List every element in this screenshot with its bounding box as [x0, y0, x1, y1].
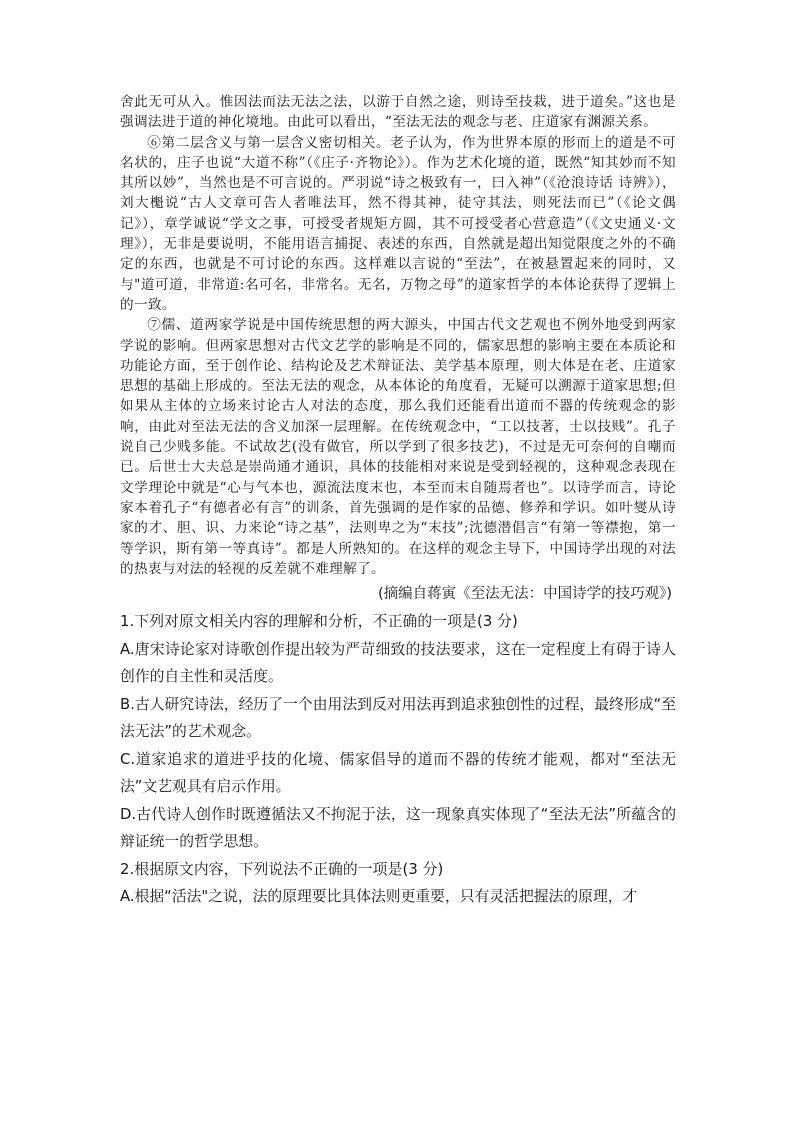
question-1-option-a: A.唐宋诗论家对诗歌创作提出较为严苛细致的技法要求，这在一定程度上有碍于诗人创作的自主性和灵活度。 [120, 640, 676, 686]
paragraph-continued: 舍此无可从入。惟因法而法无法之法，以游于自然之途，则诗至技栽，进于道矣。”这也是强调法进于道的神化境地。由此可以看出，“至法无法的观念与老、庄道家有渊源关系。 [120, 94, 676, 131]
question-1-option-c: C.道家追求的道进乎技的化境、儒家倡导的道而不器的传统才能观，都对“至法无法”文艺观具有启示作用。 [120, 750, 676, 796]
question-2-option-a: A.根据“活法"之说，法的原理要比具体法则更重要，只有灵活把握法的原理，才 [120, 888, 638, 906]
question-1-option-d: D.古代诗人创作时既遵循法又不拘泥于法，这一现象真实体现了“至法无法”所蕴含的辩证统一的哲学思想。 [120, 805, 676, 851]
document-page [120, 92, 676, 911]
question-1-stem: 1.下列对原文相关内容的理解和分析，不正确的一项是(3 分) [120, 613, 518, 631]
question-2-stem: 2.根据原文内容，下列说法不正确的一项是(3 分) [120, 860, 444, 878]
paragraph-6: ⑥第二层含义与第一层含义密切相关。老子认为，作为世界本原的形而上的道是不可名状的，庄子也说“大道不称”（《庄子·齐物论》）。作为艺术化境的道，既然“知其妙而不知其所以妙”，当然也是不可言说的。严羽说“诗之极致有一，曰入神”（《沧浪诗话 诗辨》），刘大櫆说“古人文章可告人者唯法耳，然不得其神，徒守其法，则死法而已”（《论文偶记》），章学诚说“学文之事，可授受者规矩方圆，其不可授受者心营意造”（《文史通义·文理》），无非是要说明，不能用语言捕捉、表述的东西，自然就是超出知觉限度之外的不确定的东西，也就是不可讨论的东西。这样难以言说的“至法”，在被悬置起来的同时，又与"道可道，非常道:名可名，非常名。无名，万物之母”的道家哲学的本体论获得了逻辑上的一致。 [120, 134, 676, 313]
question-1-option-b: B.古人研究诗法，经历了一个由用法到反对用法再到追求独创性的过程，最终形成“至法无法”的艺术观念。 [120, 695, 676, 741]
reading-passage [120, 92, 676, 579]
source-citation: (摘编自蒋寅《至法无法：中国诗学的技巧观》) [377, 586, 672, 603]
paragraph-7: ⑦儒、道两家学说是中国传统思想的两大源头，中国古代文艺观也不例外地受到两家学说的影响。但两家思想对古代文艺学的影响是不同的，儒家思想的影响主要在本质论和功能论方面，至于创作论、结构论及艺术辩证法、美学基本原理，则大体是在老、庄道家思想的基础上形成的。至法无法的观念，从本体论的角度看，无疑可以溯源于道家思想;但如果从主体的立场来讨论古人对法的态度，那么我们还能看出道而不器的传统观念的影响，由此对至法无法的含义加深一层理解。在传统观念中，“工以技著，士以技贱”。孔子说自己少贱多能。不试故艺(没有做官，所以学到了很多技艺)，不过是无可奈何的自嘲而已。后世士大夫总是崇尚通才通识，具体的技能相对来说是受到轻视的，这种观念表现在文学理论中就是“心与气本也，源流法度末也，本至而末自随焉者也”。以诗学而言，诗论家本着孔子“有德者必有言”的训条，首先强调的是作家的品德、修养和学识。如叶燮从诗家的才、胆、识、力来论“诗之基”，法则卑之为“末技”;沈德潜倡言“有第一等襟抱，第一等学识，斯有第一等真诗”。都是人所熟知的。在这样的观念主导下，中国诗学出现的对法的热衷与对法的轻视的反差就不难理解了。 [120, 317, 676, 577]
questions-section [120, 608, 676, 911]
